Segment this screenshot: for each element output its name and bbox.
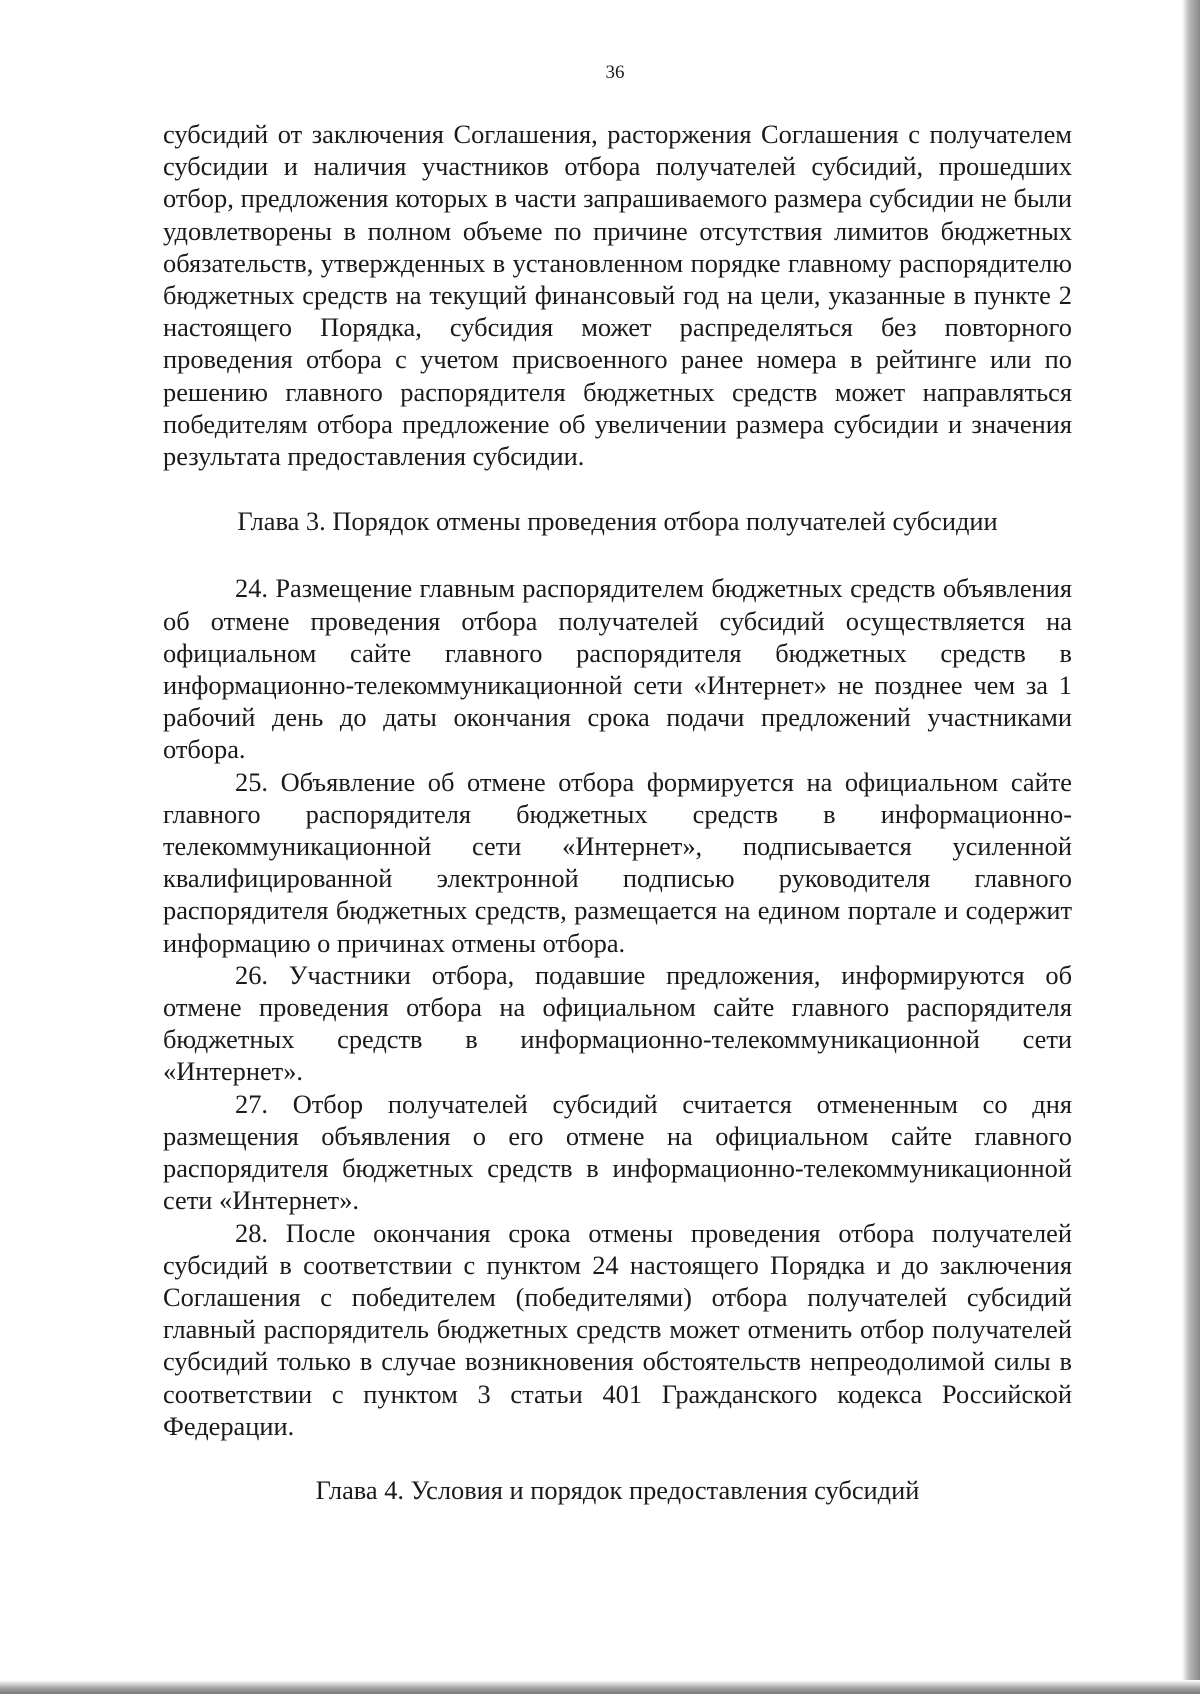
- scan-edge-shadow-right: [1182, 0, 1200, 1694]
- paragraph-item-27: 27. Отбор получателей субсидий считается отмененным со дня размещения объявления о его отмене на официальном сайте главного распорядителя бюджетных средств в информационно-телекоммуникационной сети «Интернет».: [163, 1088, 1072, 1216]
- scan-edge-shadow-bottom: [0, 1680, 1200, 1694]
- paragraph-continued: субсидий от заключения Соглашения, расторжения Соглашения с получателем субсидии и наличия участников отбора получателей субсидий, прошедших отбор, предложения которых в части запрашиваемого размера субсидии не были удовлетворены в полном объеме по причине отсутствия лимитов бюджетных обязательств, утвержденных в установленном порядке главному распорядителю бюджетных средств на текущий финансовый год на цели, указанные в пункте 2 настоящего Порядка, субсидия может распределяться без повторного проведения отбора с учетом присвоенного ранее номера в рейтинге или по решению главного распорядителя бюджетных средств может направляться победителям отбора предложение об увеличении размера субсидии и значения результата предоставления субсидии.: [163, 119, 1072, 472]
- document-body: [163, 118, 1072, 1506]
- paragraph-item-25: 25. Объявление об отмене отбора формируется на официальном сайте главного распорядителя бюджетных средств в информационно-телекоммуникационной сети «Интернет», подписывается усиленной квалифицированной электронной подписью руководителя главного распорядителя бюджетных средств, размещается на едином портале и содержит информацию о причинах отмены отбора.: [163, 766, 1072, 958]
- chapter-3-heading: Глава 3. Порядок отмены проведения отбора получателей субсидии: [237, 506, 998, 537]
- paragraph-item-28: 28. После окончания срока отмены проведения отбора получателей субсидий в соответствии с пунктом 24 настоящего Порядка и до заключения Соглашения с победителем (победителями) отбора получателей субсидий главный распорядитель бюджетных средств может отменить отбор получателей субсидий только в случае возникновения обстоятельств непреодолимой силы в соответствии с пунктом 3 статьи 401 Гражданского кодекса Российской Федерации.: [163, 1217, 1072, 1441]
- paragraph-item-24: 24. Размещение главным распорядителем бюджетных средств объявления об отмене проведения отбора получателей субсидий осуществляется на официальном сайте главного распорядителя бюджетных средств в информационно-телекоммуникационной сети «Интернет» не позднее чем за 1 рабочий день до даты окончания срока подачи предложений участниками отбора.: [163, 573, 1072, 765]
- page-number: 36: [605, 62, 625, 83]
- chapter-4-heading: Глава 4. Условия и порядок предоставления субсидий: [315, 1474, 920, 1505]
- paragraph-item-26: 26. Участники отбора, подавшие предложения, информируются об отмене проведения отбора на официальном сайте главного распорядителя бюджетных средств в информационно-телекоммуникационной сети «Интернет».: [163, 959, 1072, 1087]
